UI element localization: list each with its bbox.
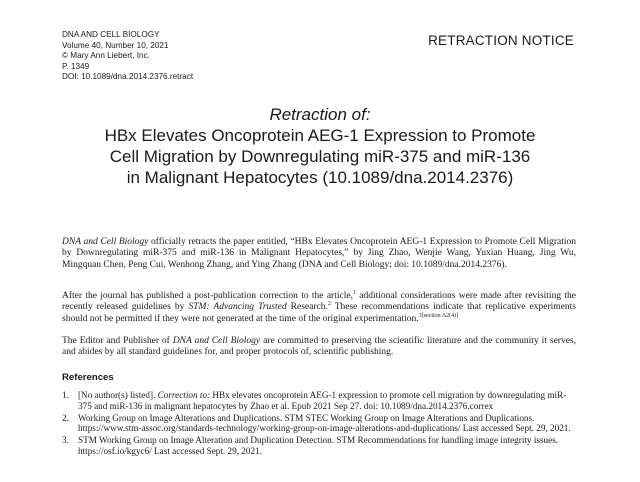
volume-info: Volume 40, Number 10, 2021 [62, 40, 169, 50]
paragraph2-text-b: additional considerations were made after revisiting the recently released guidelines by [62, 291, 576, 313]
title-retraction-of: Retraction of: [269, 105, 371, 124]
paragraph2-text-d: These recommendations indicate that replicative experiments should not be permitted if they were not generated at the time of the original experimentation. [62, 302, 576, 324]
retraction-notice-label: RETRACTION NOTICE [428, 33, 574, 48]
references-list [62, 390, 576, 458]
reference-italic: Correction to: [157, 390, 211, 400]
paragraph-considerations [62, 291, 576, 325]
article-title [62, 104, 578, 188]
paragraph-retraction-statement [62, 237, 576, 271]
title-line-3: in Malignant Hepatocytes (10.1089/dna.2014.2376) [126, 168, 514, 187]
reference-number: 2. [62, 412, 69, 423]
journal-name-italic-2: DNA and Cell Biology [172, 336, 261, 346]
masthead [62, 30, 193, 83]
journal-name: DNA AND CELL BIOLOGY [62, 30, 160, 39]
doi-line: DOI: 10.1089/dna.2014.2376.retract [62, 72, 194, 82]
citation-1[interactable]: 1 [352, 289, 356, 296]
paragraph3-text-b: are committed to preserving the scientific literature and the community it serves, and abides by all standard guidelines for, and proper protocols of, scientific publishing. [62, 336, 576, 358]
citation-2[interactable]: 2 [327, 301, 331, 308]
reference-text: STM Working Group on Image Alteration and Duplication Detection. STM Recommendations for handling image integrity issues. https://osf.io/kgyc6/ Last accessed Sept. 29, 2021. [78, 435, 559, 456]
reference-item [62, 413, 576, 435]
copyright-line: © Mary Ann Liebert, Inc. [62, 51, 150, 61]
reference-number: 3. [62, 435, 69, 446]
reference-text-rest: HBx elevates oncoprotein AEG-1 expression to promote cell migration by downregulating miR-375 and miR-136 in malignant hepatocytes by Zhao et al. Epub 2021 Sep 27. doi: 10.1089/dna.2014.2376.correx [78, 390, 567, 411]
paragraph-editor-statement [62, 336, 576, 359]
paragraph3-text-a: The Editor and Publisher of [62, 336, 173, 346]
reference-number: 1. [62, 390, 69, 400]
title-line-2: Cell Migration by Downregulating miR-375 and miR-136 [109, 147, 531, 166]
paragraph2-text-c: Research. [286, 302, 328, 313]
reference-item [62, 435, 576, 457]
paragraph2-text-a: After the journal has published a post-publication correction to the article, [62, 291, 353, 301]
title-line-1: HBx Elevates Oncoprotein AEG-1 Expression to Promote [104, 126, 536, 145]
page-number: P. 1349 [62, 61, 90, 71]
reference-text: Working Group on Image Alterations and Duplications. STM STEC Working Group on Image Alterations and Duplications. https://www.stm-assoc.org/standards-technology/working-group-on-image-alterations-and-duplications/ Last accessed Sept. 29, 2021. [78, 412, 571, 434]
journal-name-italic: DNA and Cell Biology [62, 237, 149, 247]
paragraph1-text: officially retracts the paper entitled, “HBx Elevates Oncoprotein AEG-1 Expression to Promote Cell Migration by Downregulating miR-375 and miR-136 in Malignant Hepatocytes,” by Jing Zhao, Wenjie Wang, Yuxian Huang, Jing Wu, Mingquan Chen, Peng Cui, Wenhong Zhang, and Ying Zhang (DNA and Cell Biology; doi: 10.1089/dna.2014.2376). [62, 237, 576, 270]
stm-name-italic: STM: Advancing Trusted [188, 302, 287, 313]
reference-text: [No author(s) listed]. [78, 390, 158, 400]
references-heading: References [62, 372, 114, 383]
reference-item [62, 390, 576, 412]
citation-3[interactable]: 3[section A2(4)] [418, 312, 459, 319]
